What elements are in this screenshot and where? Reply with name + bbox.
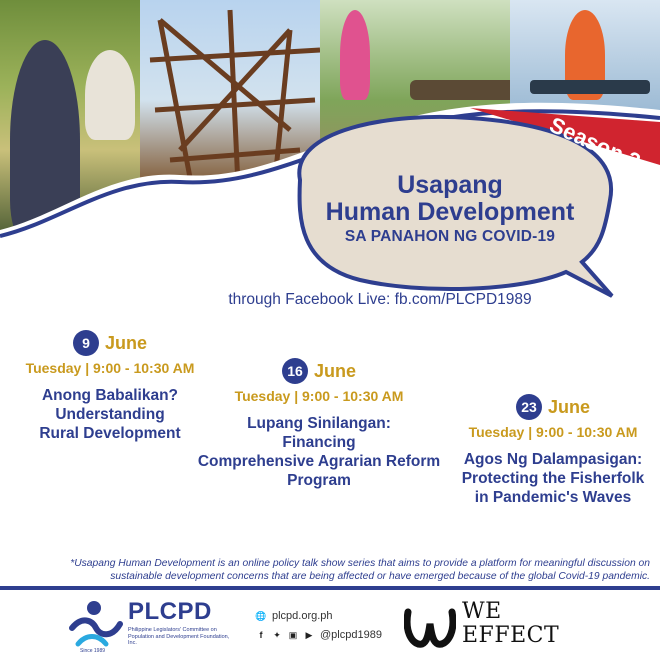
globe-icon: 🌐 xyxy=(255,610,267,621)
episode-day-badge: 23 xyxy=(516,394,542,420)
social-handle: @plcpd1989 xyxy=(320,629,382,641)
we-effect-name xyxy=(462,600,559,648)
facebook-icon: f xyxy=(259,630,263,640)
plcpd-since: Since 1989 xyxy=(80,648,106,654)
episode-title-line: Financing xyxy=(282,434,356,451)
episode-title-line: Agos Ng Dalampasigan: xyxy=(463,451,643,468)
footnote xyxy=(40,557,650,583)
episode-title xyxy=(194,414,444,490)
twitter-icon: ✦ xyxy=(273,629,281,640)
episode-time: Tuesday | 9:00 - 10:30 AM xyxy=(468,424,638,440)
episode-1 xyxy=(10,330,210,443)
episode-month: June xyxy=(547,396,590,417)
plcpd-name: PLCPD xyxy=(128,598,212,625)
episode-title-line: Comprehensive Agrarian Reform xyxy=(197,453,441,470)
season-label: Season 3 xyxy=(545,112,645,175)
title-line-1: Usapang xyxy=(397,171,503,199)
show-title xyxy=(300,172,600,248)
title-line-2: Human Development xyxy=(325,198,575,226)
episode-time: Tuesday | 9:00 - 10:30 AM xyxy=(234,388,404,404)
website-text: plcpd.org.ph xyxy=(272,610,333,622)
social-contact[interactable] xyxy=(256,629,382,641)
episode-title-line: Rural Development xyxy=(39,425,181,442)
instagram-icon: ▣ xyxy=(288,629,298,640)
episode-title-line: Anong Babalikan? xyxy=(41,387,179,404)
title-line-3: SA PANAHON NG COVID-19 xyxy=(344,228,556,245)
episode-2 xyxy=(194,358,444,490)
episode-month: June xyxy=(313,360,356,381)
episode-title-line: Protecting the Fisherfolk xyxy=(461,470,645,487)
episode-title xyxy=(10,386,210,443)
episode-title-line: Program xyxy=(287,472,351,489)
footnote-line: sustainable development concerns that are being affected or have emerged because of the global Covid-19 pandemic. xyxy=(110,571,650,582)
plcpd-logo-icon xyxy=(68,598,124,650)
episode-title-line: Understanding xyxy=(55,406,165,423)
website-contact[interactable] xyxy=(256,610,333,622)
episode-title-line: Lupang Sinilangan: xyxy=(247,415,391,432)
we-effect-line-2: EFFECT xyxy=(462,623,560,648)
we-effect-line-1: WE xyxy=(462,599,502,624)
episode-title-line: in Pandemic's Waves xyxy=(474,489,632,506)
plcpd-full-name: Philippine Legislators' Committee on Population and Development Foundation, Inc. xyxy=(128,627,230,646)
episode-day-badge: 9 xyxy=(73,330,99,356)
we-effect-logo-icon xyxy=(404,604,456,650)
episode-3 xyxy=(446,394,660,507)
episode-title xyxy=(446,450,660,507)
footer-divider xyxy=(0,586,660,590)
youtube-icon: ▶ xyxy=(305,629,313,640)
footnote-line: *Usapang Human Development is an online policy talk show series that aims to provide a platform for meaningful discussion on xyxy=(70,558,650,569)
episode-time: Tuesday | 9:00 - 10:30 AM xyxy=(25,360,195,376)
episode-month: June xyxy=(104,332,147,353)
episode-day-badge: 16 xyxy=(282,358,308,384)
facebook-live-link[interactable]: through Facebook Live: fb.com/PLCPD1989 xyxy=(228,291,532,308)
